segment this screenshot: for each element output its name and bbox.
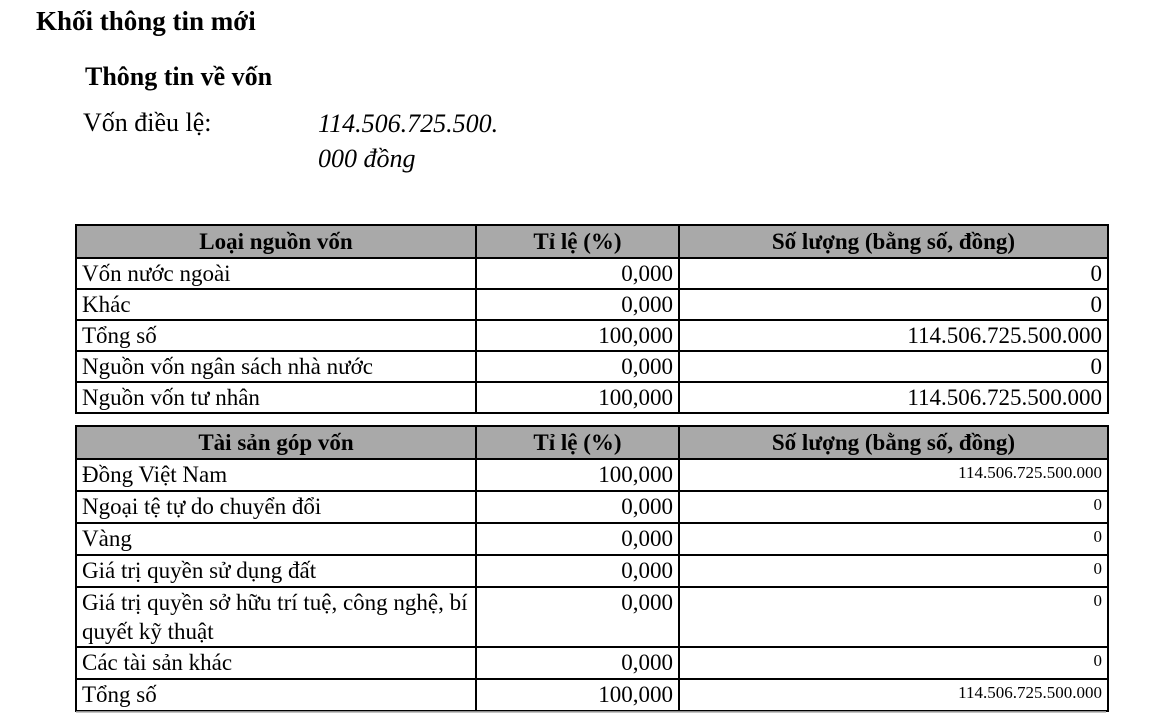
column-header-ratio: Tỉ lệ (%) (476, 225, 679, 258)
capital-source-table (75, 224, 1109, 414)
table-cell-amount: 0 (679, 587, 1108, 647)
table-cell-label: Khác (76, 289, 476, 320)
table-header-row (76, 426, 1108, 459)
table-row (76, 523, 1108, 555)
table-header-row (76, 225, 1108, 258)
page-title: Khối thông tin mới (36, 6, 256, 36)
table-cell-amount: 0 (679, 351, 1108, 382)
table-row (76, 289, 1108, 320)
table-row (76, 491, 1108, 523)
table-row (76, 459, 1108, 491)
table-cell-label: Vàng (76, 523, 476, 555)
table-cell-amount: 0 (679, 258, 1108, 289)
table-row (76, 382, 1108, 413)
table-row (76, 647, 1108, 679)
table-cell-label: Đồng Việt Nam (76, 459, 476, 491)
table-cell-amount: 114.506.725.500.000 (679, 382, 1108, 413)
charter-capital-label: Vốn điều lệ: (83, 108, 212, 137)
asset-contribution-table (75, 425, 1109, 712)
table-cell-ratio: 0,000 (476, 647, 679, 679)
table-cell-label: Vốn nước ngoài (76, 258, 476, 289)
table-cell-amount: 0 (679, 647, 1108, 679)
column-header-asset-type: Tài sản góp vốn (76, 426, 476, 459)
table-cell-ratio: 100,000 (476, 320, 679, 351)
table-cell-amount: 114.506.725.500.000 (679, 679, 1108, 711)
column-header-ratio: Tỉ lệ (%) (476, 426, 679, 459)
table-cell-ratio: 100,000 (476, 459, 679, 491)
charter-capital-value-line2: 000 đồng (318, 144, 416, 173)
table-cell-ratio: 0,000 (476, 258, 679, 289)
charter-capital-value-line1: 114.506.725.500. (318, 109, 499, 138)
table-cell-ratio: 0,000 (476, 555, 679, 587)
table-row (76, 587, 1108, 647)
table-cell-ratio: 0,000 (476, 587, 679, 647)
table-cell-label: Nguồn vốn ngân sách nhà nước (76, 351, 476, 382)
table-cell-ratio: 0,000 (476, 491, 679, 523)
table-cell-ratio: 0,000 (476, 289, 679, 320)
table-cell-ratio: 0,000 (476, 351, 679, 382)
table-cell-label: Giá trị quyền sử dụng đất (76, 555, 476, 587)
table-row (76, 320, 1108, 351)
table-cell-label: Giá trị quyền sở hữu trí tuệ, công nghệ, bí quyết kỹ thuật (76, 587, 476, 647)
table-row (76, 555, 1108, 587)
table-cell-ratio: 100,000 (476, 382, 679, 413)
table-row (76, 351, 1108, 382)
table-row (76, 679, 1108, 711)
table-cell-ratio: 0,000 (476, 523, 679, 555)
table-cell-label: Ngoại tệ tự do chuyển đổi (76, 491, 476, 523)
table-cell-amount: 0 (679, 491, 1108, 523)
charter-capital-value (318, 106, 518, 176)
table-cell-amount: 114.506.725.500.000 (679, 320, 1108, 351)
table-cell-label: Tổng số (76, 320, 476, 351)
column-header-amount: Số lượng (bằng số, đồng) (679, 426, 1108, 459)
table-row (76, 258, 1108, 289)
column-header-capital-type: Loại nguồn vốn (76, 225, 476, 258)
column-header-amount: Số lượng (bằng số, đồng) (679, 225, 1108, 258)
table-cell-ratio: 100,000 (476, 679, 679, 711)
table-cell-label: Nguồn vốn tư nhân (76, 382, 476, 413)
table-cell-amount: 0 (679, 523, 1108, 555)
next-table-top-edge (76, 711, 1106, 713)
table-cell-amount: 114.506.725.500.000 (679, 459, 1108, 491)
table-cell-label: Các tài sản khác (76, 647, 476, 679)
section-title: Thông tin về vốn (85, 62, 273, 91)
table-cell-amount: 0 (679, 289, 1108, 320)
table-cell-label: Tổng số (76, 679, 476, 711)
table-cell-amount: 0 (679, 555, 1108, 587)
